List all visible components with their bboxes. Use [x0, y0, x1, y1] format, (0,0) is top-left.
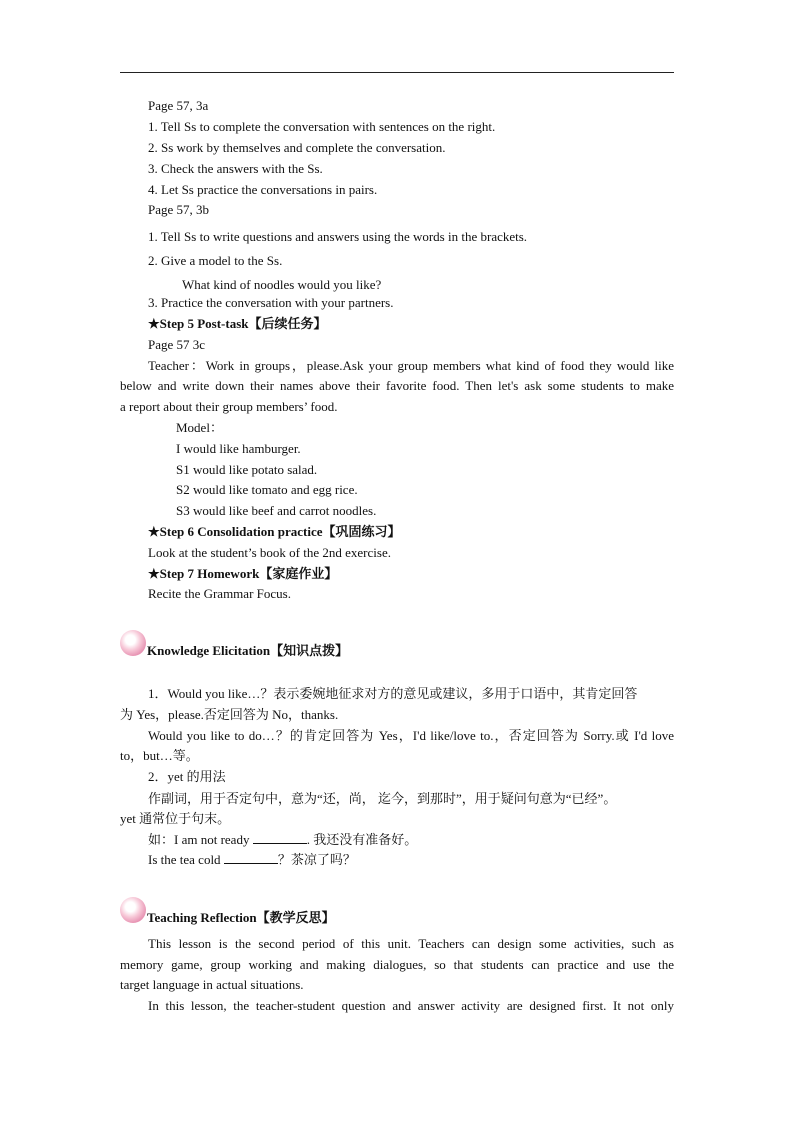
text-line: I would like hamburger.: [176, 441, 301, 456]
text-line: 2. Ss work by themselves and complete the conversation.: [148, 140, 446, 155]
text-line: target language in actual situations.: [120, 977, 304, 992]
text-line: 2．yet 的用法: [148, 769, 226, 784]
text-line: Page 57, 3a: [148, 98, 209, 113]
text-line: below and write down their names above their favorite food. Then let's ask some students to make: [120, 378, 674, 393]
pink-sphere-icon: [120, 630, 146, 656]
text-line: Teacher：Work in groups，please.Ask your group members what kind of food they would like: [148, 358, 674, 373]
fill-blank: [253, 831, 307, 844]
step-heading: ★Step 5 Post-task【后续任务】: [148, 316, 327, 331]
example-line: [120, 850, 674, 870]
text-line: 为 Yes，please.否定回答为 No，thanks.: [120, 707, 339, 722]
text-line: Page 57 3c: [148, 337, 206, 352]
text-line: 1. Tell Ss to write questions and answers using the words in the brackets.: [148, 229, 528, 244]
text-line: 4. Let Ss practice the conversations in pairs.: [148, 182, 378, 197]
text-line: 作副词，用于否定句中，意为“还，尚， 迄今，到那时”，用于疑问句意为“已经”。: [148, 791, 617, 806]
example-line: [120, 830, 674, 850]
example-text: Is the tea cold: [148, 852, 221, 867]
text-line: 3. Practice the conversation with your partners.: [148, 295, 394, 310]
text-line: a report about their group members’ food.: [120, 399, 338, 414]
text-line: 2. Give a model to the Ss.: [148, 253, 283, 268]
text-line: Page 57, 3b: [148, 202, 210, 217]
step-heading: ★Step 7 Homework【家庭作业】: [148, 566, 338, 581]
text-line: Look at the student’s book of the 2nd exercise.: [148, 545, 391, 560]
text-line: S1 would like potato salad.: [176, 462, 318, 477]
text-line: to，but…等。: [120, 748, 199, 763]
text-line: In this lesson, the teacher-student question and answer activity are designed first. It not only: [148, 998, 674, 1013]
section-title: Teaching Reflection【教学反思】: [147, 910, 335, 925]
text-line: This lesson is the second period of this unit. Teachers can design some activities, such as: [148, 936, 674, 951]
example-text: 如：I am not ready: [148, 832, 250, 847]
fill-blank: [224, 851, 278, 864]
header-rule: [120, 72, 674, 73]
text-line: 1. Tell Ss to complete the conversation with sentences on the right.: [148, 119, 496, 134]
text-line: 3. Check the answers with the Ss.: [148, 161, 323, 176]
text-line: Would you like to do…？的肯定回答为 Yes，I'd like/love to.，否定回答为 Sorry.或 I'd love: [148, 728, 674, 743]
text-line: S2 would like tomato and egg rice.: [176, 482, 358, 497]
text-line: memory game, group working and making dialogues, so that students can practice and use the: [120, 957, 674, 972]
text-line: yet 通常位于句末。: [120, 811, 231, 826]
section-title: Knowledge Elicitation【知识点拨】: [147, 643, 349, 658]
text-line: What kind of noodles would you like?: [182, 277, 382, 292]
step-heading: ★Step 6 Consolidation practice【巩固练习】: [148, 524, 401, 539]
example-text: ？茶凉了吗？: [277, 852, 356, 867]
text-line: 1．Would you like…？表示委婉地征求对方的意见或建议，多用于口语中，其肯定回答: [148, 686, 638, 701]
example-text: . 我还没有准备好。: [306, 832, 418, 847]
text-line: Model：: [176, 420, 223, 435]
text-line: Recite the Grammar Focus.: [148, 586, 291, 601]
text-line: S3 would like beef and carrot noodles.: [176, 503, 377, 518]
pink-sphere-icon: [120, 897, 146, 923]
